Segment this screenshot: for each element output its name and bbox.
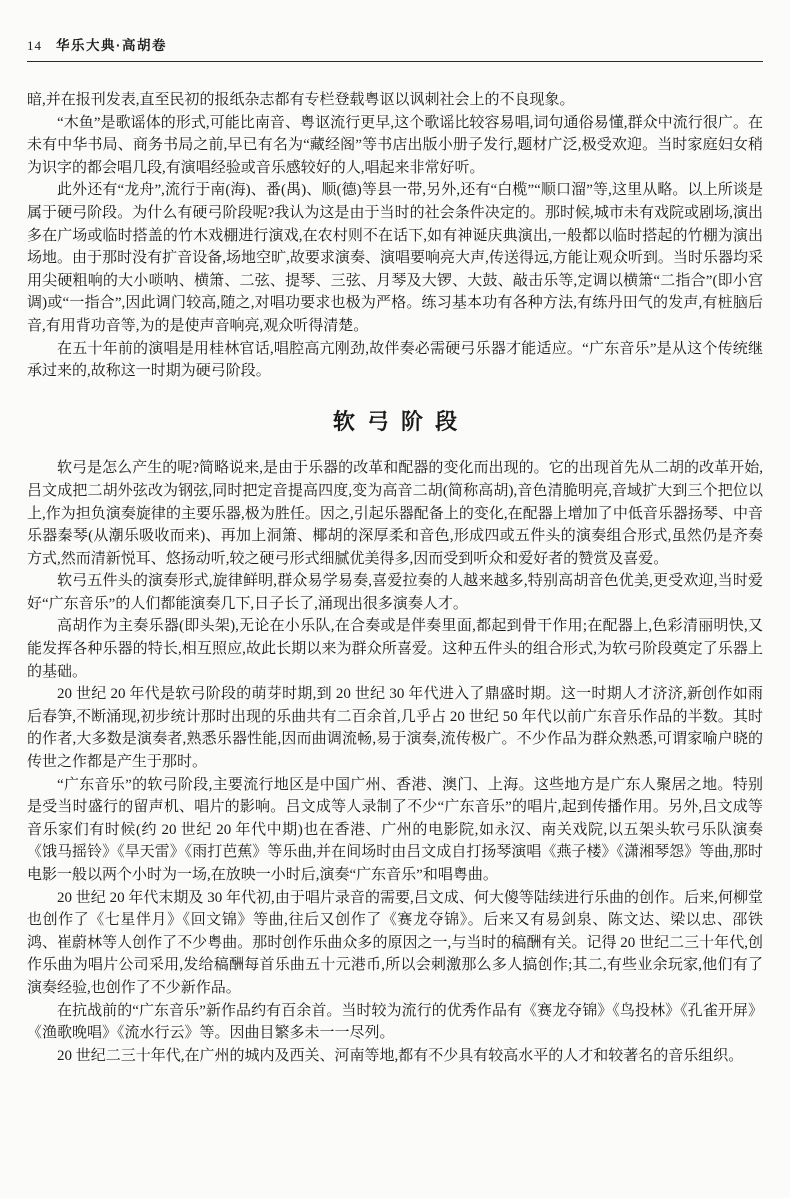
paragraph: 软弓是怎么产生的呢?简略说来,是由于乐器的改革和配器的变化而出现的。它的出现首先从二胡的改革开始,吕文成把二胡外弦改为钢弦,同时把定音提高四度,变为高音二胡(简称高胡),音色清脆明亮,音域扩大到三个把位以上,作为担负演奏旋律的主要乐器,极为胜任。因之,引起乐器配备上的变化,在配器上增加了中低音乐器扬琴、中音乐器秦琴(从潮乐吸收而来)、再加上洞箫、椰胡的深厚柔和音色,形成四或五件头的演奏组合形式,虽然仍是齐奏方式,然而清新悦耳、悠扬动听,较之硬弓形式细腻优美得多,因而受到听众和爱好者的赞赏及喜爱。 <box>27 460 763 567</box>
page-body <box>27 89 763 1067</box>
book-title: 华乐大典·高胡卷 <box>56 38 167 53</box>
running-head <box>27 34 763 54</box>
paragraph: 在五十年前的演唱是用桂林官话,唱腔高亢刚劲,故伴奏必需硬弓乐器才能适应。“广东音乐”是从这个传统继承过来的,故称这一时期为硬弓阶段。 <box>27 340 763 380</box>
paragraph: 暗,并在报刊发表,直至民初的报纸杂志都有专栏登载粤讴以讽刺社会上的不良现象。 <box>27 92 575 108</box>
section-heading: 软弓阶段 <box>332 408 470 434</box>
paragraph: 20 世纪 20 年代末期及 30 年代初,由于唱片录音的需要,吕文成、何大傻等陆续进行乐曲的创作。后来,何柳堂也创作了《七星伴月》《回文锦》等曲,往后又创作了《赛龙夺锦》。后来又有易剑泉、陈文达、梁以忠、邵铁鸿、崔蔚林等人创作了不少粤曲。那时创作乐曲众多的原因之一,与当时的稿酬有关。记得 20 世纪二三十年代,创作乐曲为唱片公司采用,发给稿酬每首乐曲五十元港币,所以会刺激那么多人搞创作;其二,有些业余玩家,他们有了演奏经验,也创作了不少新作品。 <box>27 889 763 996</box>
paragraph: 20 世纪二三十年代,在广州的城内及西关、河南等地,都有不少具有较高水平的人才和较著名的音乐组织。 <box>57 1047 744 1064</box>
paragraph: 20 世纪 20 年代是软弓阶段的萌芽时期,到 20 世纪 30 年代进入了鼎盛时期。这一时期人才济济,新创作如雨后春笋,不断涌现,初步统计那时出现的乐曲共有二百余首,几乎占 20 世纪 50 年代以前广东音乐作品的半数。其时的作者,大多数是演奏者,熟悉乐器性能,因而曲调流畅,易于演奏,流传极广。不少作品为群众熟悉,可谓家喻户晓的传世之作都是产生于那时。 <box>27 686 763 771</box>
paragraph: 此外还有“龙舟”,流行于南(海)、番(禺)、顺(德)等县一带,另外,还有“白榄”“顺口溜”等,这里从略。以上所谈是属于硬弓阶段。为什么有硬弓阶段呢?我认为这是由于当时的社会条件决定的。那时候,城市未有戏院或剧场,演出多在广场或临时搭盖的竹木戏棚进行演戏,在农村则不在话下,如有神诞庆典演出,一般都以临时搭起的竹棚为演出场地。由于那时没有扩音设备,场地空旷,故要求演奏、演唱要响亮大声,传送得远,方能让观众听到。当时乐器均采用尖硬粗响的大小唢呐、横箫、二弦、提琴、三弦、月琴及大锣、大鼓、敲击乐等,定调以横箫“二指合”(即小宫调)或“一指合”,因此调门较高,随之,对唱功要求也极为严格。练习基本功有各种方法,有练丹田气的发声,有桩脑后音,有用背功音等,为的是使声音响亮,观众听得清楚。 <box>27 182 763 334</box>
paragraph: “广东音乐”的软弓阶段,主要流行地区是中国广州、香港、澳门、上海。这些地方是广东人聚居之地。特别是受当时盛行的留声机、唱片的影响。吕文成等人录制了不少“广东音乐”的唱片,起到传播作用。另外,吕文成等音乐家们有时候(约 20 世纪 20 年代中期)也在香港、广州的电影院,如永汉、南关戏院,以五架头软弓乐队演奏《饿马摇铃》《旱天雷》《雨打芭蕉》等乐曲,并在间场时由吕文成自打扬琴演唱《燕子楼》《潇湘琴怨》等曲,那时电影一般以两个小时为一场,在放映一小时后,演奏“广东音乐”和唱粤曲。 <box>27 776 763 883</box>
page-number: 14 <box>27 38 42 53</box>
paragraph: 软弓五件头的演奏形式,旋律鲜明,群众易学易奏,喜爱拉奏的人越来越多,特别高胡音色优美,更受欢迎,当时爱好“广东音乐”的人们都能演奏几下,日子长了,涌现出很多演奏人才。 <box>27 573 763 612</box>
paragraph: 在抗战前的“广东音乐”新作品约有百余首。当时较为流行的优秀作品有《赛龙夺锦》《鸟投林》《孔雀开屏》《渔歌晚唱》《流水行云》等。因曲目繁多未一一尽列。 <box>27 1002 763 1042</box>
header-rule <box>27 61 763 62</box>
paragraph: 高胡作为主奏乐器(即头架),无论在小乐队,在合奏或是伴奏里面,都起到骨干作用;在配器上,色彩清丽明快,又能发挥各种乐器的特长,相互照应,故此长期以来为群众所喜爱。这种五件头的组合形式,为软弓阶段奠定了乐器上的基础。 <box>27 618 763 680</box>
paragraph: “木鱼”是歌谣体的形式,可能比南音、粤讴流行更早,这个歌谣比较容易唱,词句通俗易懂,群众中流行很广。在未有中华书局、商务书局之前,早已有名为“藏经阁”等书店出版小册子发行,题材广泛,极受欢迎。当时家庭妇女稍为识字的都会唱几段,有演唱经验或音乐感较好的人,唱起来非常好听。 <box>27 114 763 176</box>
